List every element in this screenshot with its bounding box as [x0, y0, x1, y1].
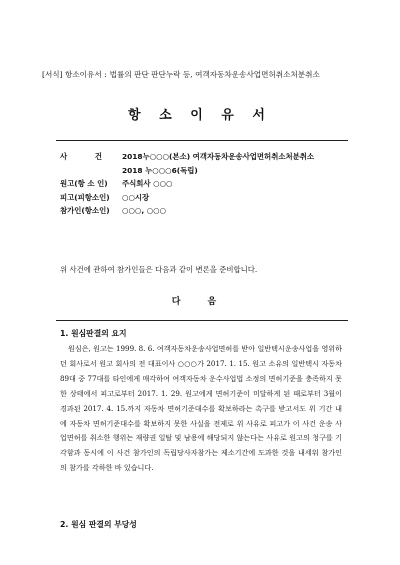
intervenor-row	[60, 204, 360, 218]
case-label	[60, 150, 122, 177]
case-label-char-2: 건	[94, 152, 102, 161]
case-info-block	[60, 150, 360, 218]
form-header-text: 법률의 판단 판단누락 등, 여객자동차운송사업면허취소처분취소	[109, 70, 320, 79]
document-title: 항 소 이 유 서	[128, 108, 272, 123]
plaintiff-value: 주식회사 ○○○	[122, 179, 173, 188]
defendant-value: ○○시장	[122, 192, 150, 202]
case-value	[122, 150, 314, 177]
next-heading: 다 음	[171, 297, 229, 307]
case-label-char-1: 사	[60, 152, 68, 161]
intervenor-label: 참가인(항소인)	[60, 206, 110, 215]
plaintiff-label: 원고(항 소 인)	[60, 179, 108, 188]
section-2-heading: 2. 원심 판결의 부당성	[60, 520, 137, 529]
plaintiff-row	[60, 177, 360, 191]
section-1-body: 원심은, 원고는 1999. 8. 6. 여객자동차운송사업면허를 받아 일반택시운송사업을 영위하던 회사로서 원고 회사의 전 대표이사 ○○○가 2017. 1. 15. 원고 소유의 일반택시 자동차 89대 중 77대를 타인에게 매각하여 여객자동차 운수사업법 소정의 면허기준을 충족하지 못한 상태에서 피고로부터 2017. 1. 29. 원고에게 면허기준이 미달하게 된 때로부터 3월이 경과된 2017. 4. 15.까지 자동차 면허기준대수를 확보하라는 촉구를 받고서도 위 기간 내에 자동차 면허기준대수를 확보하지 못한 사실을 전제로 위 사유로 피고가 이 사건 운송 사업면허를 취소한 행위는 재량권 일탈 및 남용에 해당되지 않는다는 사유로 원고의 청구를 기각함과 동시에 이 사건 참가인의 독립당사자참가는 제소기간에 도과한 것을 내세워 참가인의 참가를 각하한 바 있습니다.	[60, 344, 342, 473]
intro-paragraph: 위 사건에 관하여 참가인들은 다음과 같이 변론을 준비합니다.	[60, 265, 258, 274]
defendant-row	[60, 191, 360, 205]
case-row	[60, 150, 360, 177]
intervenor-value: ○○○, ○○○	[122, 206, 167, 215]
defendant-label: 피고(피항소인)	[60, 192, 110, 202]
case-value-line-1: 2018누○○○(본소) 여객자동차운송사업면허취소처분취소	[122, 152, 315, 161]
section-divider	[56, 320, 348, 321]
title-divider-top	[56, 140, 348, 141]
section-1-heading: 1. 원심판결의 요지	[60, 329, 127, 338]
form-header	[42, 68, 372, 82]
form-header-tag: [서식] 항소이유서 :	[42, 70, 107, 79]
case-value-line-2: 2018 누○○○6(독립)	[122, 165, 198, 175]
